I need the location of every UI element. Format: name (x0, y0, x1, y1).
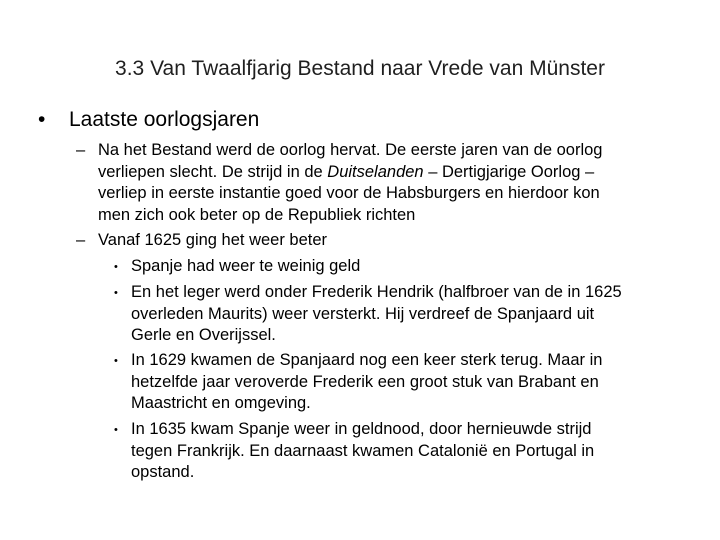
text-line: overleden Maurits) weer versterkt. Hij verdreef de Spanjaard uit (131, 304, 595, 323)
text-line: In 1635 kwam Spanje weer in geldnood, door hernieuwde strijd (131, 420, 592, 438)
dash-point-1-text (98, 140, 678, 226)
dash-marker: – (76, 141, 86, 159)
sub-point-1-text (131, 256, 681, 278)
sub-point-2-text (131, 282, 681, 347)
dash-marker: – (76, 231, 86, 249)
text-line: men zich ook beter op de Republiek richten (98, 205, 416, 224)
text-line: Vanaf 1625 ging het weer beter (98, 231, 328, 249)
dot-marker: • (114, 287, 118, 299)
text-line: En het leger werd onder Frederik Hendrik (halfbroer van de in 1625 (131, 283, 622, 301)
dot-marker: • (114, 261, 118, 273)
slide-title: 3.3 Van Twaalfjarig Bestand naar Vrede van Münster (115, 57, 605, 80)
text-line: hetzelfde jaar veroverde Frederik een groot stuk van Brabant en (131, 372, 599, 391)
text-line: Na het Bestand werd de oorlog hervat. De eerste jaren van de oorlog (98, 141, 603, 159)
dot-marker: • (114, 355, 118, 367)
text-line: In 1629 kwamen de Spanjaard nog een keer sterk terug. Maar in (131, 351, 603, 369)
text-line: tegen Frankrijk. En daarnaast kwamen Catalonië en Portugal in (131, 441, 595, 460)
text-segment: verliepen slecht. De strijd in de (98, 162, 328, 181)
dash-point-2-text (98, 230, 678, 252)
text-line: Maastricht en omgeving. (131, 394, 311, 412)
text-line: verliep in eerste instantie goed voor de Habsburgers en hierdoor kon (98, 184, 600, 202)
text-line: Gerle en Overijssel. (131, 326, 276, 344)
text-line: opstand. (131, 463, 195, 481)
text-line (98, 162, 678, 184)
bullet-marker: • (38, 108, 46, 131)
main-bullet-text: Laatste oorlogsjaren (69, 108, 260, 131)
sub-point-3-text (131, 350, 681, 415)
text-line: Spanje had weer te weinig geld (131, 257, 361, 275)
text-segment: – Dertigjarige Oorlog – (423, 162, 595, 181)
emphasized-term: Duitselanden (327, 162, 424, 181)
dot-marker: • (114, 424, 118, 436)
sub-point-4-text (131, 419, 681, 484)
